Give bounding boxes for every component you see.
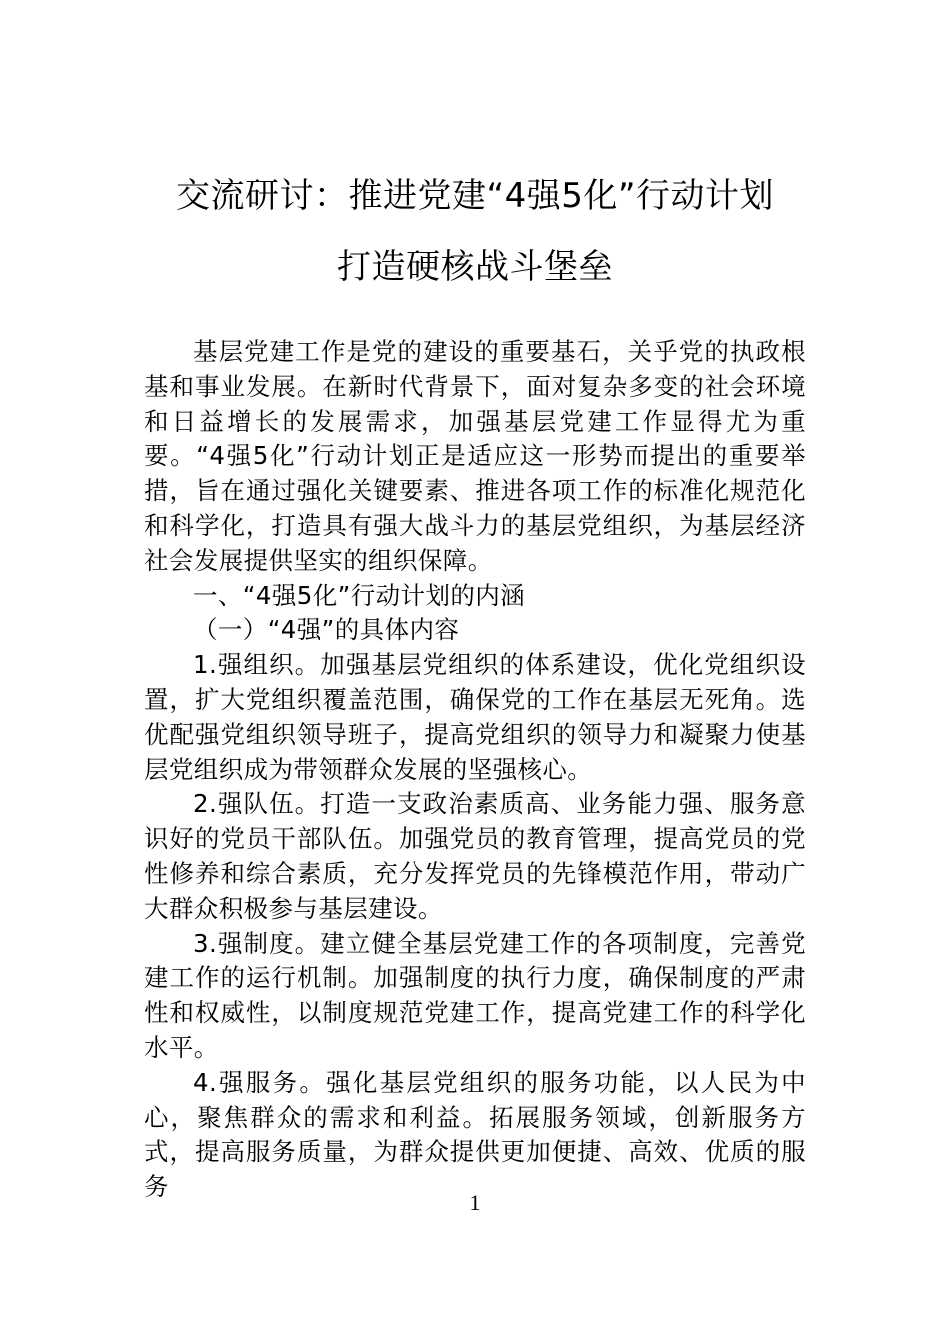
- document-body: [144, 335, 806, 1205]
- item-paragraph-organization: 1.强组织。加强基层党组织的体系建设，优化党组织设置，扩大党组织覆盖范围，确保党的工作在基层无死角。选优配强党组织领导班子，提高党组织的领导力和凝聚力使基层党组织成为带领群众发展的坚强核心。: [144, 650, 806, 784]
- document-title-line-1: 交流研讨：推进党建“4强5化”行动计划: [176, 176, 774, 216]
- intro-paragraph: 基层党建工作是党的建设的重要基石，关乎党的执政根基和事业发展。在新时代背景下，面对复杂多变的社会环境和日益增长的发展需求，加强基层党建工作显得尤为重要。“4强5化”行动计划正是适应这一形势而提出的重要举措，旨在通过强化关键要素、推进各项工作的标准化规范化和科学化，打造具有强大战斗力的基层党组织，为基层经济社会发展提供坚实的组织保障。: [144, 337, 806, 575]
- item-paragraph-system: 3.强制度。建立健全基层党建工作的各项制度，完善党建工作的运行机制。加强制度的执行力度，确保制度的严肃性和权威性，以制度规范党建工作，提高党建工作的科学化水平。: [144, 928, 806, 1062]
- subsection-heading: （一）“4强”的具体内容: [193, 615, 460, 645]
- section-heading: 一、“4强5化”行动计划的内涵: [193, 580, 526, 610]
- item-paragraph-service: 4.强服务。强化基层党组织的服务功能，以人民为中心，聚焦群众的需求和利益。拓展服务领域，创新服务方式，提高服务质量，为群众提供更加便捷、高效、优质的服务: [144, 1067, 806, 1202]
- document-title-line-2: 打造硬核战斗堡垒: [337, 247, 613, 287]
- page-number: 1: [469, 1190, 481, 1215]
- item-paragraph-team: 2.强队伍。打造一支政治素质高、业务能力强、服务意识好的党员干部队伍。加强党员的教育管理，提高党员的党性修养和综合素质，充分发挥党员的先锋模范作用，带动广大群众积极参与基层建设。: [144, 789, 806, 923]
